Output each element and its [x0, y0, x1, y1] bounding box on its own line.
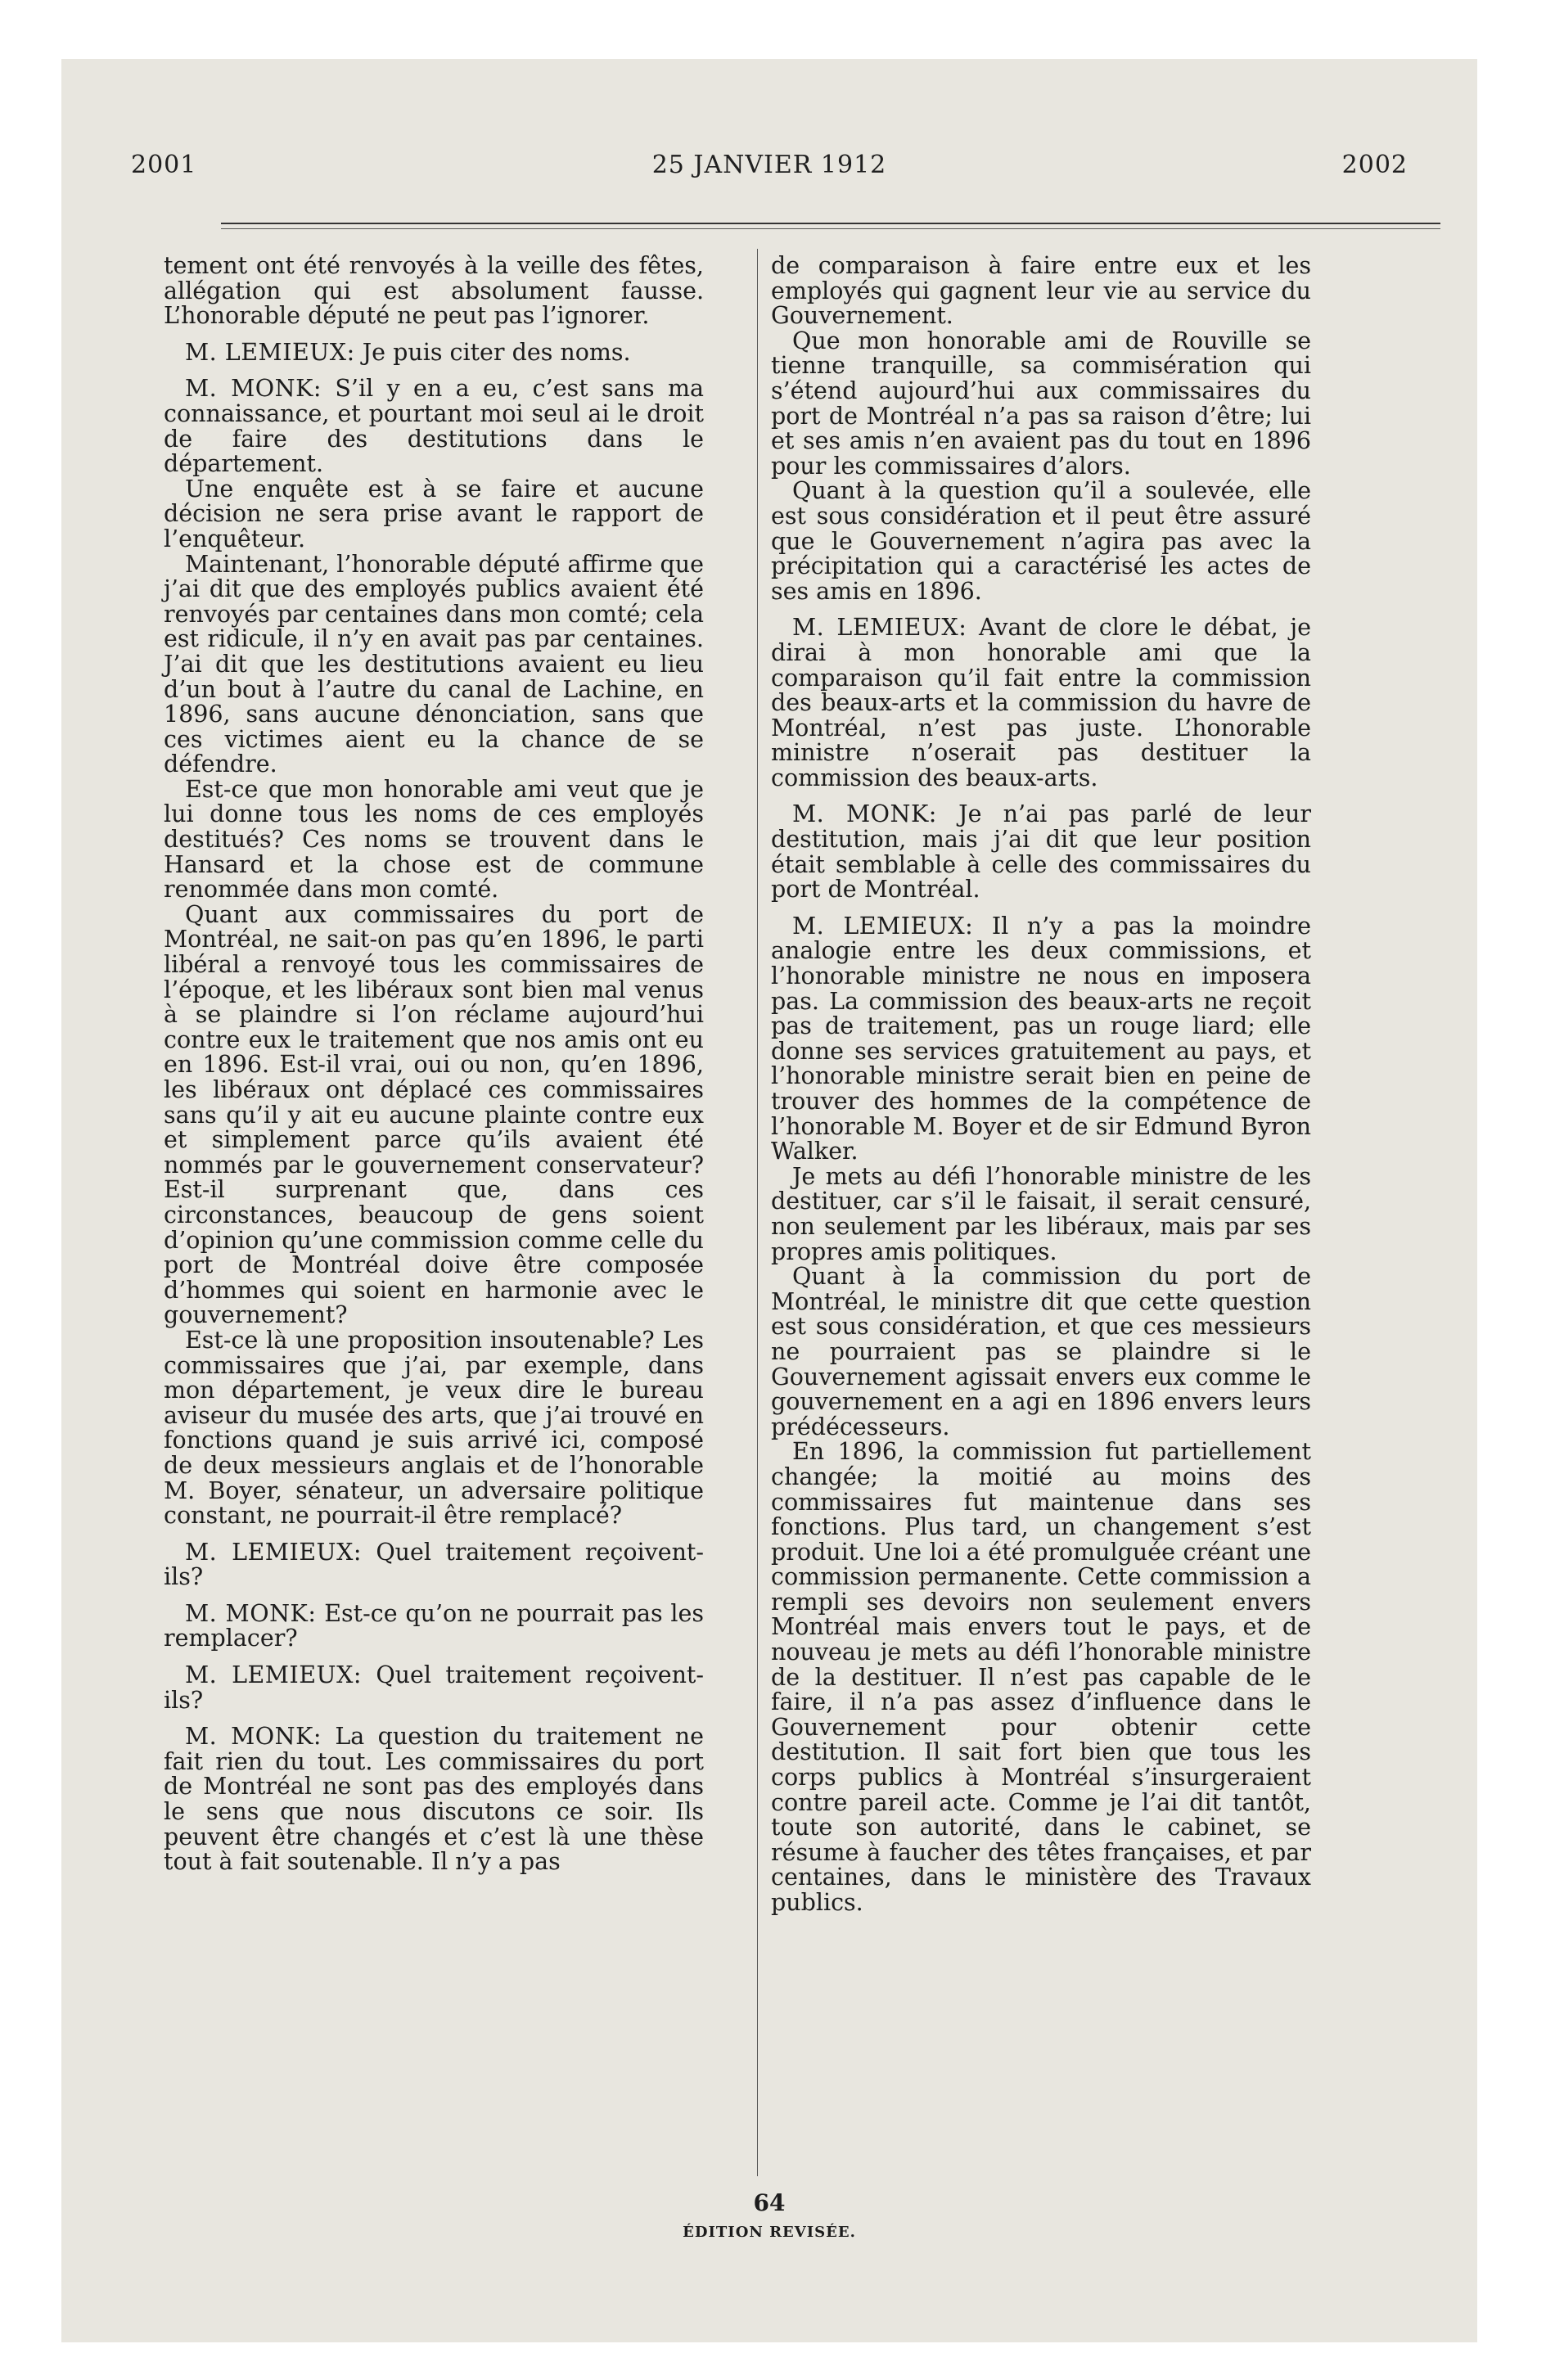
paragraph-text: S’il y en a eu, c’est sans ma connaissance, et pourtant moi seul ai le droit de faire des destitutions dans le département. [164, 375, 705, 478]
left-column-paragraph [164, 775, 704, 904]
header-rule-secondary [221, 228, 1440, 229]
right-column [771, 254, 1311, 1916]
left-column-paragraph [164, 376, 704, 476]
right-column-paragraph [771, 1440, 1311, 1915]
paragraph-text: La question du traitement ne fait rien du tout. Les commissaires du port de Montréal ne sont pas des employés dans le sens que nous discutons ce soir. Ils peuvent être changés et c’est là une thèse tout à fait soutenable. Il n’y a pas [164, 1723, 704, 1876]
right-column-paragraph [771, 479, 1311, 604]
speaker-name: M. LEMIEUX: [792, 614, 967, 642]
left-column-paragraph [164, 477, 704, 552]
left-column-paragraph [164, 340, 704, 366]
left-column-paragraph [164, 1663, 704, 1713]
left-column-paragraph [164, 254, 704, 329]
paragraph-text: Quant aux commissaires du port de Montréal, ne sait-on pas qu’en 1896, le parti libéral a renvoyé tous les commissaires de l’époque, et les libéraux sont bien mal venus à se plaindre si l’on réclame aujourd’hui contre eux le traitement que nos amis ont eu en 1896. Est-il vrai, oui ou non, qu’en 1896, les libéraux ont déplacé ces commissaires sans qu’il y ait eu aucune plainte contre eux et simplement parce qu’ils avaient été nommés par le gouvernement conservateur? Est-il surprenant que, dans ces circonstances, beaucoup de gens soient d’opinion qu’une commission comme celle du port de Montréal doive être composée d’hommes qui soient en harmonie avec le gouvernement? [164, 900, 704, 1329]
paragraph-text: de comparaison à faire entre eux et les employés qui gagnent leur vie au service du Gouvernement. [771, 252, 1311, 330]
left-column-paragraph [164, 1540, 704, 1590]
right-column-paragraph [771, 914, 1311, 1165]
edition-label: ÉDITION REVISÉE. [683, 2224, 856, 2241]
document-page [61, 59, 1477, 2342]
paragraph-text: Quant à la commission du port de Montréal, le ministre dit que cette question est sous considération, et que ces messieurs ne pourraient pas se plaindre si le Gouvernement agissait envers eux comme le gouvernement en a agi en 1896 envers leurs prédécesseurs. [771, 1263, 1311, 1440]
paragraph-text: Est-ce que mon honorable ami veut que je lui donne tous les noms de ces employés destitués? Ces noms se trouvent dans le Hansard et la chose est de commune renommée dans mon comté. [164, 775, 704, 904]
page-footer-number: 64 [753, 2189, 786, 2216]
speaker-name: M. MONK: [185, 375, 322, 403]
header-rule [221, 223, 1440, 224]
right-column-paragraph [771, 329, 1311, 480]
right-column-paragraph [771, 1162, 1311, 1265]
paragraph-text: Maintenant, l’honorable député affirme que j’ai dit que des employés publics avaient été renvoyés par centaines dans mon comté; cela est ridicule, il n’y en avait pas par centaines. J’ai dit que les destitutions avaient eu lieu d’un bout à l’autre du canal de Lachine, en 1896, sans aucune dénonciation, sans que ces victimes aient eu la chance de se défendre. [164, 550, 704, 778]
column-divider [757, 249, 758, 2176]
speaker-name: M. LEMIEUX: [185, 338, 355, 366]
speaker-name: M. MONK: [185, 1723, 322, 1751]
speaker-name: M. MONK: [792, 800, 937, 828]
speaker-name: M. LEMIEUX: [792, 912, 974, 940]
page-number-left: 2001 [131, 151, 197, 179]
paragraph-text: Quel traitement reçoivent-ils? [164, 1538, 705, 1591]
right-column-paragraph [771, 615, 1311, 791]
right-column-paragraph [771, 1264, 1311, 1440]
left-column [164, 254, 704, 1875]
paragraph-text: Je puis citer des noms. [362, 338, 631, 366]
paragraph-text: Une enquête est à se faire et aucune décision ne sera prise avant le rapport de l’enquêteur. [164, 475, 704, 552]
right-column-paragraph [771, 254, 1311, 329]
paragraph-text: Avant de clore le débat, je dirai à mon honorable ami que la comparaison qu’il fait entre la commission des beaux-arts et la commission du havre de Montréal, n’est pas juste. L’honorable ministre n’oserait pas destituer la commission des beaux-arts. [771, 614, 1311, 791]
left-column-paragraph [164, 552, 704, 778]
paragraph-text: Est-ce là une proposition insoutenable? Les commissaires que j’ai, par exemple, dans mon département, je veux dire le bureau aviseur du musée des arts, que j’ai trouvé en fonctions quand je suis arrivé ici, composé de deux messieurs anglais et de l’honorable M. Boyer, sénateur, un adversaire politique constant, ne pourrait-il être remplacé? [164, 1326, 704, 1530]
paragraph-text: tement ont été renvoyés à la veille des fêtes, allégation qui est absolument fausse. L’honorable député ne peut pas l’ignorer. [164, 252, 704, 330]
paragraph-text: Quant à la question qu’il a soulevée, elle est sous considération et il peut être assuré que le Gouvernement n’agira pas avec la précipitation qui a caractérisé les actes de ses amis en 1896. [771, 477, 1311, 605]
right-column-paragraph [771, 802, 1311, 902]
speaker-name: M. LEMIEUX: [185, 1661, 362, 1689]
paragraph-text: Est-ce qu’on ne pourrait pas les remplacer? [164, 1599, 704, 1652]
paragraph-text: Il n’y a pas la moindre analogie entre les deux commissions, et l’honorable ministre ne nous en imposera pas. La commission des beaux-arts ne reçoit pas de traitement, pas un rouge liard; elle donne ses services gratuitement au pays, et l’honorable ministre serait bien en peine de trouver des hommes de la compétence de l’honorable M. Boyer et de sir Edmund Byron Walker. [771, 912, 1311, 1165]
page-date-header: 25 JANVIER 1912 [651, 151, 887, 179]
paragraph-text: Quel traitement reçoivent-ils? [164, 1661, 705, 1714]
speaker-name: M. MONK: [185, 1599, 317, 1627]
page-number-right: 2002 [1341, 151, 1408, 179]
left-column-paragraph [164, 900, 704, 1329]
paragraph-text: Je mets au défi l’honorable ministre de les destituer, car s’il le faisait, il serait censuré, non seulement par les libéraux, mais par ses propres amis politiques. [771, 1162, 1311, 1265]
left-column-paragraph [164, 1599, 704, 1652]
paragraph-text: Je n’ai pas parlé de leur destitution, mais j’ai dit que leur position était semblable à celle des commissaires du port de Montréal. [771, 800, 1311, 904]
paragraph-text: Que mon honorable ami de Rouville se tienne tranquille, sa commisération qui s’étend aujourd’hui aux commissaires du port de Montréal n’a pas sa raison d’être; lui et ses amis n’en avaient pas du tout en 1896 pour les commissaires d’alors. [771, 327, 1311, 480]
paragraph-text: En 1896, la commission fut partiellement changée; la moitié au moins des commissaires fut maintenue dans ses fonctions. Plus tard, un changement s’est produit. Une loi a été promulguée créant une commission permanente. Cette commission a rempli ses devoirs non seulement envers Montréal mais envers tout le pays, et de nouveau je mets au défi l’honorable ministre de la destituer. Il n’est pas capable de le faire, il n’a pas assez d’influence dans le Gouvernement pour obtenir cette destitution. Il sait fort bien que tous les corps publics à Montréal s’insurgeraient contre pareil acte. Comme je l’ai dit tantôt, toute son autorité, dans le cabinet, se résume à faucher des têtes françaises, et par centaines, dans le ministère des Travaux publics. [771, 1438, 1311, 1916]
left-column-paragraph [164, 1328, 704, 1529]
speaker-name: M. LEMIEUX: [185, 1538, 362, 1566]
left-column-paragraph [164, 1724, 704, 1875]
